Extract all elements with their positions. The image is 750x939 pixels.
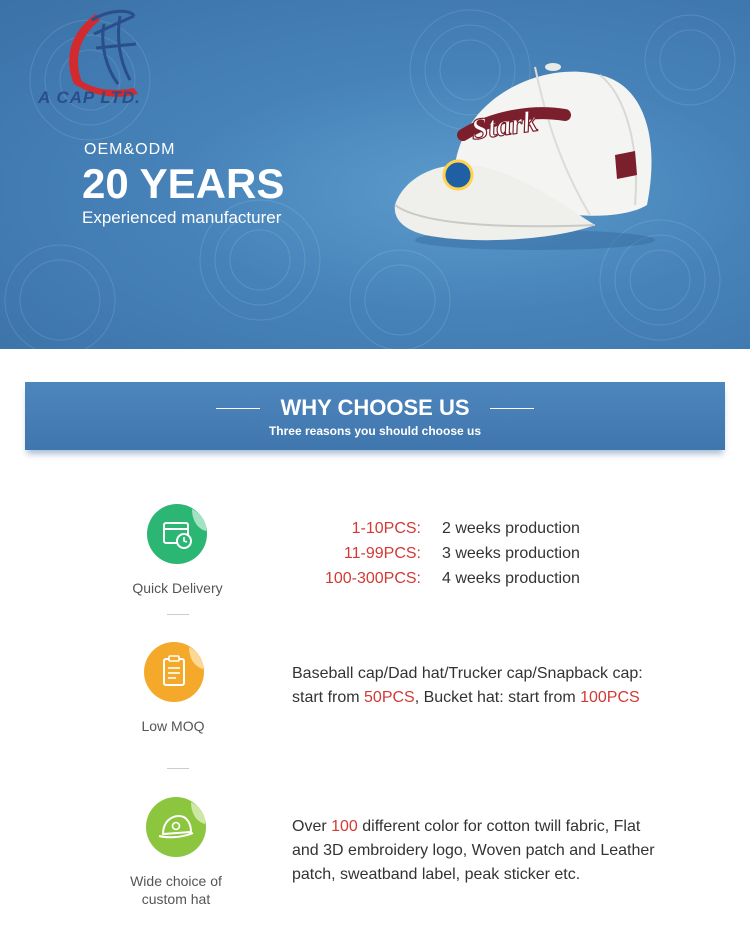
low-moq-label: Low MOQ: [141, 718, 205, 734]
color-count: 100: [331, 818, 358, 835]
moq-description: [292, 662, 682, 710]
delivery-time: 3 weeks production: [442, 545, 580, 562]
delivery-row: [290, 541, 620, 566]
moq-line-2: [292, 686, 682, 710]
moq-bucket-quantity: 100PCS: [580, 689, 640, 706]
wide-choice-label: [120, 872, 232, 908]
choice-line-3: patch, sweatband label, peak sticker etc.: [292, 866, 581, 883]
oem-odm-label: OEM&ODM: [84, 141, 176, 158]
moq-text: , Bucket hat: start from: [414, 689, 581, 706]
delivery-qty: 11-99PCS:: [343, 545, 421, 562]
choice-text: Over: [292, 818, 332, 835]
quick-delivery-label: Quick Delivery: [132, 580, 223, 596]
white-cap-image: [385, 55, 665, 255]
moq-text: start from: [292, 689, 365, 706]
cap-icon: [145, 796, 207, 858]
delivery-qty: 100-300PCS:: [324, 570, 421, 587]
cap-embroidery-text: Stark: [469, 104, 540, 147]
wide-choice-label-line-1: Wide choice of: [130, 873, 222, 889]
logo-text: A CAP LTD.: [38, 88, 141, 107]
choice-text: different color for cotton twill fabric, Flat: [357, 818, 641, 835]
delivery-row: [290, 516, 620, 541]
delivery-row: [290, 566, 620, 591]
years-headline: 20 YEARS: [82, 160, 285, 207]
feature-divider: [167, 614, 189, 615]
why-choose-us-banner: [25, 382, 725, 450]
moq-cap-quantity: 50PCS: [364, 689, 415, 706]
choice-line-2: and 3D embroidery logo, Woven patch and Leather: [292, 842, 655, 859]
clipboard-icon: [143, 641, 205, 703]
wide-choice-label-line-2: custom hat: [141, 891, 211, 907]
experience-subtitle: Experienced manufacturer: [82, 208, 282, 227]
choice-line-1: [292, 815, 682, 839]
delivery-times-list: [290, 516, 620, 591]
delivery-qty: 1-10PCS:: [351, 520, 421, 537]
choice-description: [292, 815, 682, 887]
delivery-time: 2 weeks production: [442, 520, 580, 537]
why-title: WHY CHOOSE US: [280, 395, 470, 420]
calendar-clock-icon: [146, 503, 208, 565]
why-subtitle: Three reasons you should choose us: [268, 424, 482, 438]
hero-banner: [0, 0, 750, 349]
delivery-time: 4 weeks production: [442, 570, 580, 587]
moq-line-1: Baseball cap/Dad hat/Trucker cap/Snapback cap:: [292, 665, 643, 682]
feature-divider: [167, 768, 189, 769]
